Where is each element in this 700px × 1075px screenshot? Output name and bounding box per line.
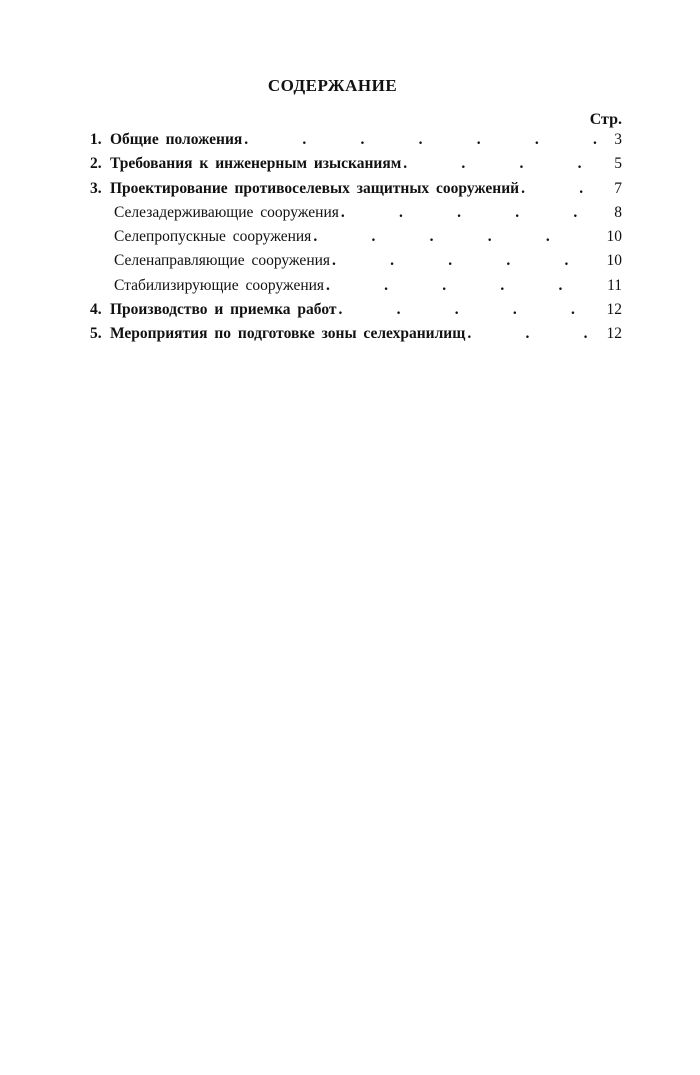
dot-leader — [403, 155, 598, 173]
dot-leader — [341, 204, 598, 222]
page-column-header: Стр. — [589, 111, 622, 128]
toc-subentry-3-4 — [90, 277, 622, 301]
toc-subentry-3-2 — [90, 228, 622, 252]
toc-entry-title: Производство и приемка работ — [110, 301, 337, 319]
table-of-contents — [90, 131, 622, 350]
toc-entry-title: Мероприятия по подготовке зоны селехранилищ — [110, 325, 466, 343]
toc-entry-page: 11 — [607, 276, 622, 294]
toc-entry-title: Требования к инженерным изысканиям — [110, 155, 402, 173]
toc-entry-title: Селепропускные сооружения — [114, 228, 312, 246]
toc-entry-page: 10 — [606, 228, 622, 246]
toc-subentry-3-3 — [90, 252, 622, 276]
toc-entry-5 — [90, 325, 622, 349]
dot-leader — [332, 252, 598, 270]
toc-entry-number: 3. — [90, 179, 102, 197]
toc-entry-title: Селенаправляющие сооружения — [114, 252, 331, 270]
toc-entry-number: 4. — [90, 301, 102, 319]
toc-subentry-3-1 — [90, 204, 622, 228]
toc-entry-page: 5 — [614, 155, 622, 173]
toc-entry-title: Стабилизирующие сооружения — [114, 276, 325, 294]
toc-entry-number: 1. — [90, 131, 102, 148]
dot-leader — [326, 277, 598, 295]
toc-entry-page: 12 — [606, 325, 622, 343]
dot-leader — [244, 131, 598, 149]
toc-entry-page: 8 — [614, 203, 622, 221]
toc-entry-title: Проектирование противоселевых защитных сооружений — [110, 179, 520, 197]
toc-entry-number: 2. — [90, 155, 102, 173]
toc-entry-page: 7 — [614, 179, 622, 197]
toc-entry-page: 12 — [606, 301, 622, 319]
dot-leader — [339, 301, 599, 319]
toc-entry-number: 5. — [90, 325, 102, 343]
toc-entry-page: 10 — [606, 252, 622, 270]
toc-entry-title: Селезадерживающие сооружения — [114, 203, 339, 221]
toc-entry-2 — [90, 155, 622, 179]
toc-entry-3 — [90, 180, 622, 204]
dot-leader — [467, 325, 598, 343]
toc-entry-1 — [90, 131, 622, 155]
page-title: СОДЕРЖАНИЕ — [267, 76, 398, 95]
toc-entry-4 — [90, 301, 622, 325]
dot-leader — [313, 228, 598, 246]
toc-entry-page: 3 — [614, 131, 622, 148]
dot-leader — [521, 180, 598, 198]
toc-entry-title: Общие положения — [110, 131, 243, 148]
